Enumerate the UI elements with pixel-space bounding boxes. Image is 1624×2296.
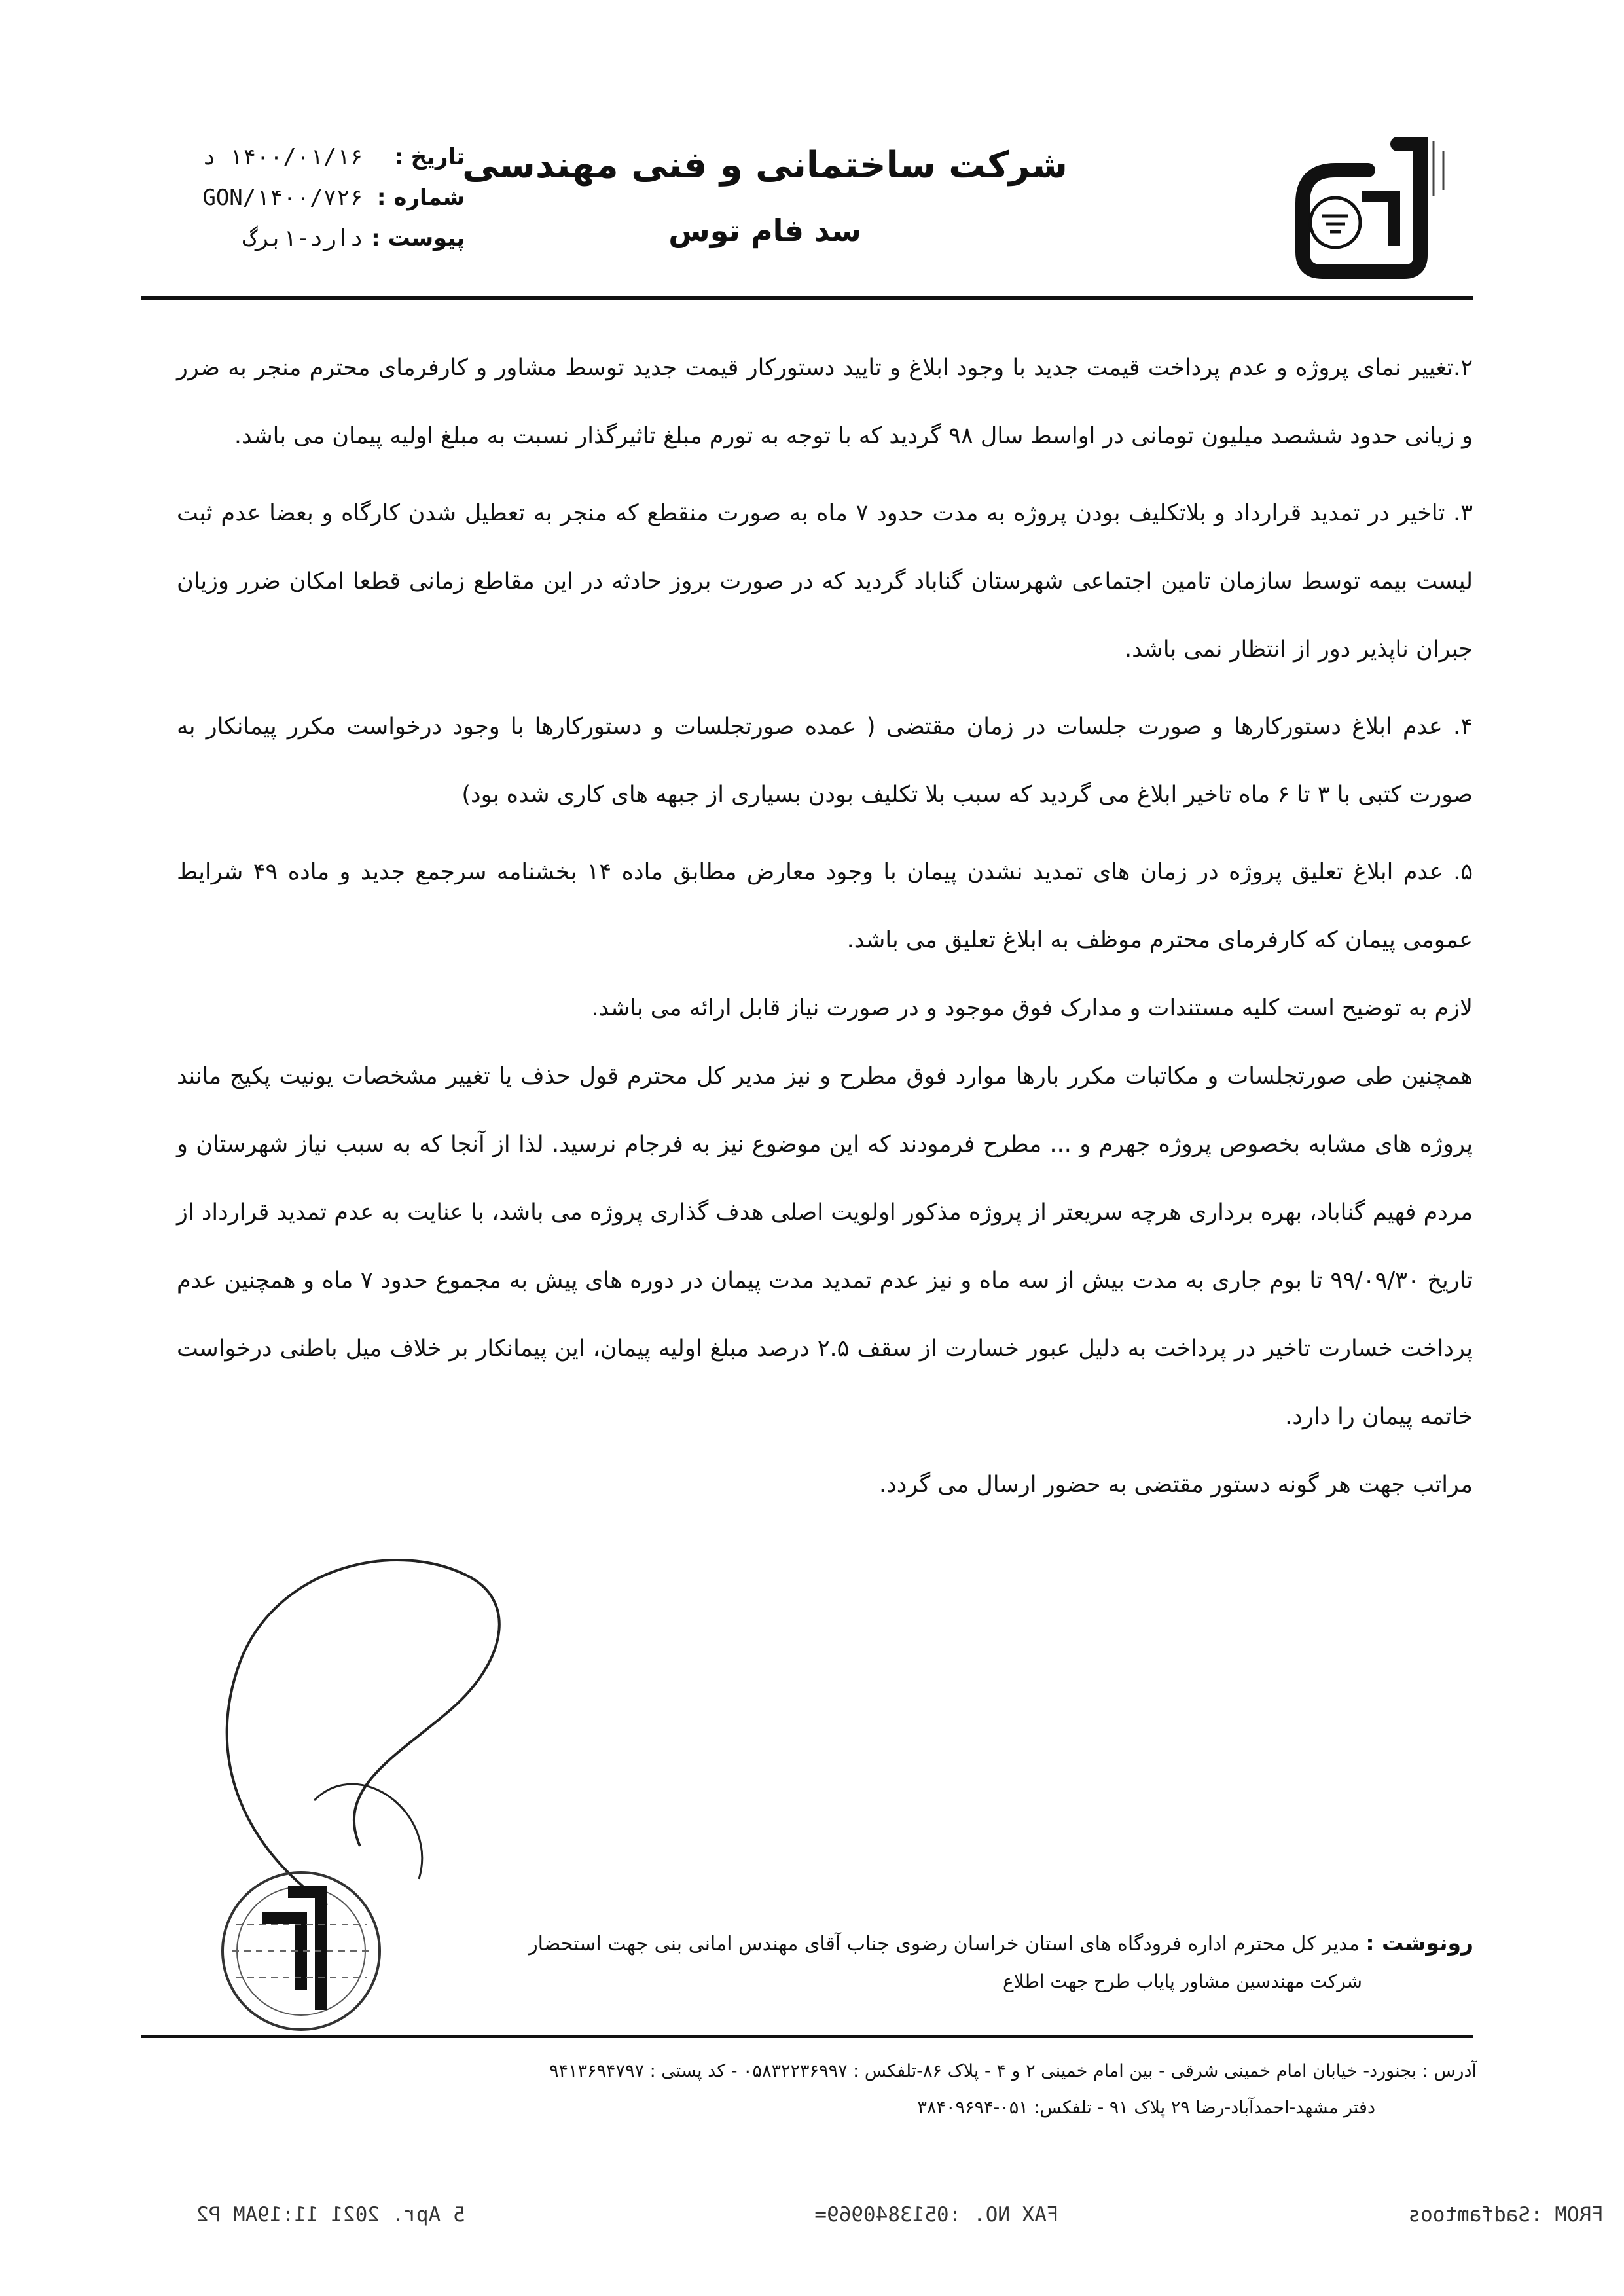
company-heading [462, 144, 1068, 248]
company-logo-icon [1283, 124, 1460, 282]
company-subtitle: سد فام توس [668, 213, 861, 248]
paragraph-documents-note: لازم به توضیح است کلیه مستندات و مدارک فوق موجود و در صورت نیاز قابل ارائه می باشد. [591, 995, 1473, 1021]
cc-recipient-1: مدیر کل محترم اداره فرودگاه های استان خراسان رضوی جناب آقای مهندس امانی بنی جهت استحضار [528, 1933, 1360, 1956]
footer-address-office: دفتر مشهد-احمدآباد-رضا ۲۹ پلاک ۹۱ - تلفکس: ۰۵۱-۳۸۴۰۹۶۹۴ [917, 2098, 1375, 2118]
cc-line [528, 1930, 1473, 1956]
attachment-value: دارد-۱برگ [242, 225, 363, 251]
fax-number: FAX NO. :0513840969= [814, 2203, 1059, 2227]
cc-label: رونوشت : [1365, 1930, 1473, 1956]
signature-stamp-icon [164, 1539, 530, 2036]
fax-band [196, 2203, 1604, 2227]
footer-address-main: آدرس : بجنورد- خیابان امام خمینی شرقی - بین امام خمینی ۲ و ۴ - پلاک ۸۶-تلفکس : ۰۵۸۳۲۲۳۶۹۹۷ - کد پستی : ۹۴۱۳۶۹۴۷۹۷ [549, 2061, 1477, 2081]
paragraph-item-4: ۴. عدم ابلاغ دستورکارها و صورت جلسات در زمان مقتضی ( عمده صورتجلسات و دستورکارها با وجود درخواست مکرر پیمانکار به صورت کتبی با ۳ تا ۶ ماه تاخیر ابلاغ می گردید که سبب بلا تکلیف بودن بسیاری از جبهه های کاری شده بود) [177, 714, 1473, 808]
date-value: ۱۴۰۰/۰۱/۱۶ د [202, 144, 363, 170]
paragraph-termination-request: همچنین طی صورتجلسات و مکاتبات مکرر بارها موارد فوق مطرح و نیز مدیر کل محترم قول حذف یا تغییر مشخصات یونیت پکیج مانند پروژه های مشابه بخصوص پروژه جهرم و ... مطرح فرمودند که این موضوع نیز به فرجام نرسید. لذا از آنجا که به سبب نیاز شهرستان و مردم فهیم گناباد، بهره برداری هرچه سریعتر از پروژه مذکور اولویت اصلی هدف گذاری پروژه می باشد، با عنایت به عدم تمدید قرارداد از تاریخ ۹۹/۰۹/۳۰ تا بوم جاری به مدت بیش از سه ماه و نیز عدم تمدید مدت پیمان در دوره های پیش به مجموع حدود ۷ ماه و همچنین عدم پرداخت خسارت تاخیر در پرداخت به دلیل عبور خسارت از سقف ۲.۵ درصد مبلغ اولیه پیمان، این پیمانکار بر خلاف میل باطنی درخواست خاتمه پیمان را دارد. [177, 1063, 1473, 1430]
cc-recipient-2: شرکت مهندسین مشاور پایاب طرح جهت اطلاع [1003, 1971, 1362, 1992]
number-value: GON/۱۴۰۰/۷۲۶ [202, 185, 363, 211]
meta-date-row [151, 144, 465, 185]
paragraph-item-3: ۳. تاخیر در تمدید قرارداد و بلاتکلیف بودن پروژه به مدت حدود ۷ ماه به صورت منقطع که منجر به تعطیل شدن کارگاه و بعضا عدم ثبت لیست بیمه توسط سازمان تامین اجتماعی شهرستان گناباد گردید که در صورت بروز حادثه در این مقاطع زمانی قطعا امکان ضرر وزیان جبران ناپذیر دور از انتظار نمی باشد. [177, 500, 1473, 663]
date-label: تاریخ : [394, 144, 465, 170]
footer-divider [141, 2035, 1473, 2038]
fax-datetime: 5 Apr. 2021 11:19AM P2 [196, 2203, 465, 2227]
letter-meta [151, 144, 465, 266]
number-label: شماره : [376, 185, 465, 211]
meta-attachment-row [151, 225, 465, 266]
paragraph-item-5: ۵. عدم ابلاغ تعلیق پروژه در زمان های تمدید نشدن پیمان با وجود معارض مطابق ماده ۱۴ بخشنامه سرجمع جدید و ماده ۴۹ شرایط عمومی پیمان که کارفرمای محترم موظف به ابلاغ تعلیق می باشد. [177, 859, 1473, 953]
company-name: شرکت ساختمانی و فنی مهندسی [462, 144, 1068, 187]
meta-number-row [151, 185, 465, 225]
paragraph-closing: مراتب جهت هر گونه دستور مقتضی به حضور ارسال می گردد. [878, 1472, 1473, 1498]
fax-from: FROM :Sadfamtoos [1408, 2203, 1604, 2227]
attachment-label: پیوست : [371, 225, 465, 251]
paragraph-item-2: ۲.تغییر نمای پروژه و عدم پرداخت قیمت جدید با وجود ابلاغ و تایید دستورکار قیمت جدید توسط مشاور و کارفرمای محترم منجر به ضرر و زیانی حدود ششصد میلیون تومانی در اواسط سال ۹۸ گردید که با توجه به تورم مبلغ تاثیرگذار نسبت به مبلغ اولیه پیمان می باشد. [177, 355, 1473, 449]
header-divider [141, 296, 1473, 300]
letter-body [177, 334, 1473, 1519]
